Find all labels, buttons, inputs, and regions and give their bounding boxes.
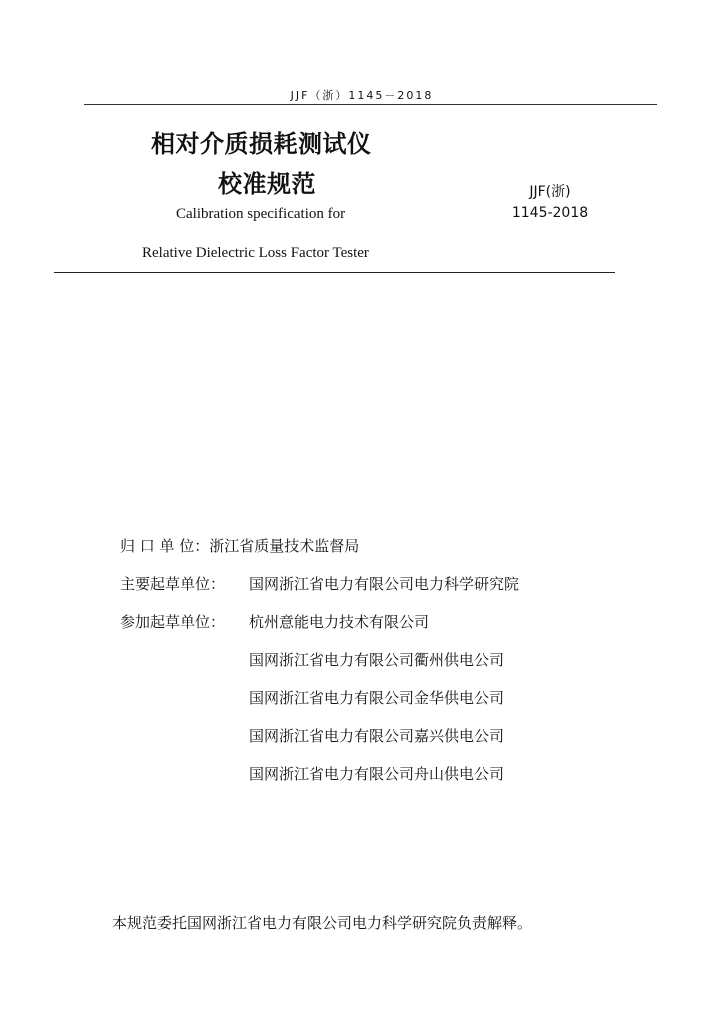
english-title-line2: Relative Dielectric Loss Factor Tester bbox=[142, 245, 369, 261]
document-title-line2: 校准规范 bbox=[218, 170, 316, 198]
participating-drafter-item: 国网浙江省电力有限公司金华供电公司 bbox=[249, 689, 505, 707]
standard-code-prefix: JJF(浙) bbox=[529, 184, 571, 200]
responsible-unit: 归 口 单 位：浙江省质量技术监督局 bbox=[120, 537, 360, 555]
participating-drafter-label: 参加起草单位： bbox=[120, 613, 226, 631]
standard-code-header: JJF（浙）1145－2018 bbox=[290, 89, 434, 102]
participating-drafter-item: 国网浙江省电力有限公司衢州供电公司 bbox=[249, 651, 505, 669]
participating-drafter-item: 国网浙江省电力有限公司嘉兴供电公司 bbox=[249, 727, 505, 745]
header-divider bbox=[84, 104, 657, 105]
document-title-line1: 相对介质损耗测试仪 bbox=[151, 130, 372, 158]
standard-code-block bbox=[500, 182, 600, 224]
interpretation-note: 本规范委托国网浙江省电力有限公司电力科学研究院负责解释。 bbox=[112, 914, 533, 932]
english-title-line1: Calibration specification for bbox=[176, 206, 346, 222]
participating-drafter-item: 杭州意能电力技术有限公司 bbox=[249, 613, 430, 631]
main-drafter-value: 国网浙江省电力有限公司电力科学研究院 bbox=[249, 575, 520, 593]
title-divider bbox=[54, 272, 615, 273]
standard-code-number: 1145-2018 bbox=[511, 205, 589, 221]
participating-drafter-item: 国网浙江省电力有限公司舟山供电公司 bbox=[249, 765, 505, 783]
main-drafter-label: 主要起草单位： bbox=[120, 575, 226, 593]
